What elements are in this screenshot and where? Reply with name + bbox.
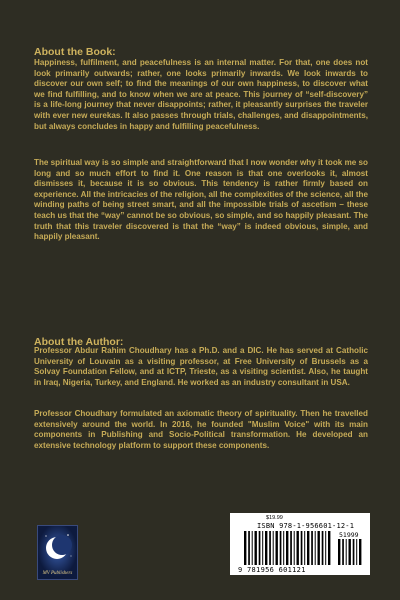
about-book-paragraph-2: The spiritual way is so simple and straightforward that I now wonder why it took me so long and so much effort to find it. One reason is that one overlooks it, almost dismisses it, because it is so obvious. This tendency is rather firmly based on experience. All the intricacies of the religion, all the complexities of the science, all the winding paths of being street smart, and all the impossible trials of ascetism – these teach us that the “way” cannot be so obvious, so simple, and so happily pleasant. The truth that this traveler discovered is that the “way” is indeed obvious, simple, and happily pleasant. xyxy=(34,158,368,242)
publisher-logo xyxy=(37,525,78,580)
about-author-paragraph-1: Professor Abdur Rahim Choudhary has a Ph.D. and a DIC. He has served at Catholic University of Louvain as a visiting professor, at Free University of Brussels as a Solvay Foundation Fellow, and at ICTP, Trieste, as a visiting scientist. Also, he taught in Iraq, Nigeria, Turkey, and England. He worked as an industry consultant in USA. xyxy=(34,346,368,387)
isbn-barcode xyxy=(230,513,370,575)
price-label: $19.99 xyxy=(266,515,283,521)
about-book-heading: About the Book: xyxy=(34,46,116,58)
publisher-name: MV Publishers xyxy=(42,571,73,576)
about-book-paragraph-1: Happiness, fulfilment, and peacefulness is an internal matter. For that, one does not look primarily outwards; rather, one looks primarily inwards. We look inwards to discover our own self; to find the meanings of our own happiness, to discover what we find fulfilling, and to know when we are at peace. This journey of “self-discovery” is a life-long journey that never disappoints; rather, it pleasantly surprises the traveler with ever new eurekas. It also passes through trials, challenges, and disappointments, but always concludes in happy and fulfilling peacefulness. xyxy=(34,58,368,131)
about-author-heading: About the Author: xyxy=(34,336,124,348)
ean-barcode-bars xyxy=(244,531,334,565)
addon-digits: 51999 xyxy=(339,531,359,539)
isbn-label: ISBN 978-1-956601-12-1 xyxy=(257,522,355,530)
ean-digits: 9 781956 601121 xyxy=(238,566,306,574)
addon-barcode-bars xyxy=(338,539,364,565)
about-author-paragraph-2: Professor Choudhary formulated an axiomatic theory of spirituality. Then he travelled extensively around the world. In 2016, he founded "Muslim Voice" with its main components in Publishing and Socio-Political transformation. He developed an extensive technology platform to support these components. xyxy=(34,409,368,450)
